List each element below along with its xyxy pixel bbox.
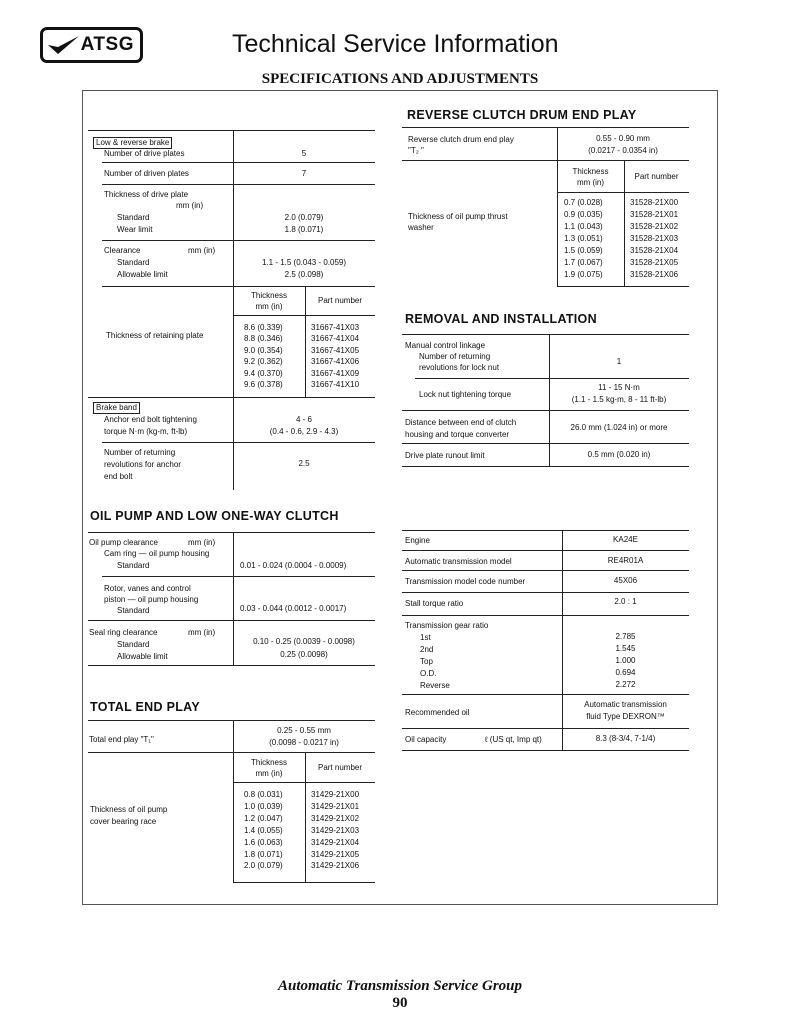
seal-allowable-label: Allowable limit [117, 652, 168, 661]
table-cell: 2.0 (0.079) [244, 861, 283, 870]
code-value: 45X06 [613, 576, 638, 585]
oil-pump-heading: OIL PUMP AND LOW ONE-WAY CLUTCH [90, 509, 339, 523]
drum-end-play-heading: REVERSE CLUTCH DRUM END PLAY [407, 108, 637, 122]
total-end-play-heading: TOTAL END PLAY [90, 700, 201, 714]
table-cell: 31528-21X04 [630, 246, 679, 255]
gear-name: 1st [420, 633, 431, 642]
oil-value-2: fluid Type DEXRON™ [586, 712, 665, 721]
locknut-value-1: 11 - 15 N·m [598, 383, 640, 392]
table-cell: 1.3 (0.051) [564, 234, 603, 243]
table-cell: 31429-21X01 [311, 802, 360, 811]
anchor-label-2: torque N·m (kg-m, ft-lb) [104, 427, 188, 436]
table-cell: 1.4 (0.055) [244, 826, 283, 835]
gear-name: Top [420, 657, 433, 666]
drive-plate-standard-label: Standard [117, 213, 150, 222]
drive-plates-value: 5 [301, 149, 307, 158]
engine-label: Engine [405, 536, 430, 545]
stall-value: 2.0 : 1 [614, 597, 637, 606]
table-cell: 1.6 (0.063) [244, 838, 283, 847]
table-cell: 1.9 (0.075) [564, 270, 603, 279]
returning-label-1: Number of returning [104, 448, 176, 457]
revs-label-2: revolutions for lock nut [419, 363, 500, 372]
gear-name: Reverse [420, 681, 450, 690]
page-number: 90 [392, 995, 408, 1011]
drive-plates-label: Number of drive plates [104, 149, 185, 158]
pump-clearance-unit: mm (in) [188, 538, 216, 547]
revs-label-1: Number of returning [419, 352, 491, 361]
wear-limit-label: Wear limit [117, 225, 153, 234]
capacity-value: 8.3 (8-3/4, 7-1/4) [595, 734, 656, 743]
table-cell: 31429-21X03 [311, 826, 360, 835]
returning-label-3: end bolt [104, 472, 133, 481]
low-reverse-brake-box: Low & reverse brake [93, 137, 172, 149]
brake-band-box: Brake band [93, 402, 140, 414]
clearance-unit: mm (in) [188, 246, 216, 255]
table-cell: 31667-41X03 [311, 323, 360, 332]
table-cell: 31429-21X00 [311, 790, 360, 799]
table-cell: 31667-41X09 [311, 369, 360, 378]
rotor-standard-label: Standard [117, 606, 150, 615]
footer-org: Automatic Transmission Service Group [277, 978, 523, 994]
distance-value: 26.0 mm (1.024 in) or more [570, 423, 668, 432]
table-cell: 9.0 (0.354) [244, 346, 283, 355]
table-cell: 31528-21X03 [630, 234, 679, 243]
runout-label: Drive plate runout limit [405, 451, 485, 460]
drive-plate-standard-value: 2.0 (0.079) [284, 213, 324, 222]
drum-end-play-label-1: Reverse clutch drum end play [408, 135, 514, 144]
clearance-allowable-value: 2.5 (0.098) [284, 270, 324, 279]
engine-value: KA24E [613, 535, 638, 544]
gear-ratio: 2.272 [615, 680, 636, 689]
clearance-allowable-label: Allowable limit [117, 270, 168, 279]
table-cell: 31429-21X06 [311, 861, 360, 870]
code-label: Transmission model code number [405, 577, 526, 586]
locknut-value-2: (1.1 - 1.5 kg-m, 8 - 11 ft-lb) [571, 395, 667, 404]
table-cell: 9.6 (0.378) [244, 380, 283, 389]
drive-plate-thickness-unit: mm (in) [176, 201, 204, 210]
gear-ratio: 1.000 [615, 656, 636, 665]
wear-limit-value: 1.8 (0.071) [284, 225, 324, 234]
cam-ring-label: Cam ring — oil pump housing [104, 549, 210, 558]
distance-label-1: Distance between end of clutch [405, 418, 517, 427]
table-cell: 31528-21X01 [630, 210, 679, 219]
drum-end-play-value-2: (0.0217 - 0.0354 in) [588, 146, 658, 155]
table-cell: 31667-41X06 [311, 357, 360, 366]
stall-label: Stall torque ratio [405, 599, 464, 608]
table-cell: 31528-21X05 [630, 258, 679, 267]
capacity-label: Oil capacity [405, 735, 447, 744]
table-cell: 0.8 (0.031) [244, 790, 283, 799]
removal-heading: REMOVAL AND INSTALLATION [405, 312, 597, 326]
table-cell: 1.5 (0.059) [564, 246, 603, 255]
rotor-label-2: piston — oil pump housing [104, 595, 199, 604]
distance-label-2: housing and torque converter [405, 430, 510, 439]
table-cell: 31429-21X02 [311, 814, 360, 823]
table-cell: 0.9 (0.035) [564, 210, 603, 219]
model-value: RE4R01A [607, 556, 644, 565]
cam-standard-label: Standard [117, 561, 150, 570]
seal-ring-unit: mm (in) [188, 628, 216, 637]
drive-plate-thickness-label: Thickness of drive plate [104, 190, 189, 199]
model-label: Automatic transmission model [405, 557, 512, 566]
seal-standard-value: 0.10 - 0.25 (0.0039 - 0.0098) [253, 637, 355, 646]
table-cell: 31429-21X04 [311, 838, 360, 847]
retaining-col-part: Part number [317, 296, 363, 305]
revs-value: 1 [616, 357, 622, 366]
table-cell: 8.8 (0.346) [244, 334, 283, 343]
page-subtitle: SPECIFICATIONS AND ADJUSTMENTS [261, 71, 539, 87]
washer-col-unit: mm (in) [576, 178, 605, 187]
table-cell: 1.7 (0.067) [564, 258, 603, 267]
seal-ring-label: Seal ring clearance [89, 628, 158, 637]
table-cell: 1.2 (0.047) [244, 814, 283, 823]
table-cell: 0.7 (0.028) [564, 198, 603, 207]
pump-clearance-label: Oil pump clearance [89, 538, 158, 547]
table-cell: 8.6 (0.339) [244, 323, 283, 332]
table-cell: 31528-21X02 [630, 222, 679, 231]
retaining-col-unit: mm (in) [255, 302, 283, 311]
oil-label: Recommended oil [405, 708, 470, 717]
linkage-label: Manual control linkage [405, 341, 486, 350]
race-col-part: Part number [317, 763, 363, 772]
driven-plates-label: Number of driven plates [104, 169, 189, 178]
gear-name: 2nd [420, 645, 434, 654]
retaining-col-thickness: Thickness [250, 291, 287, 300]
washer-col-part: Part number [634, 172, 679, 181]
clearance-label: Clearance [104, 246, 141, 255]
anchor-value-1: 4 - 6 [295, 415, 312, 424]
returning-label-2: revolutions for anchor [104, 460, 181, 469]
oil-value-1: Automatic transmission [584, 700, 667, 709]
table-cell: 9.2 (0.362) [244, 357, 283, 366]
capacity-unit: ℓ (US qt, Imp qt) [485, 735, 542, 744]
washer-label-2: washer [408, 223, 434, 232]
gear-ratio-label: Transmission gear ratio [405, 621, 489, 630]
total-end-play-value-2: (0.0098 - 0.0217 in) [269, 738, 339, 747]
rotor-label-1: Rotor, vanes and control [104, 584, 191, 593]
gear-ratio: 2.785 [615, 632, 636, 641]
table-cell: 9.4 (0.370) [244, 369, 283, 378]
table-cell: 31429-21X05 [311, 850, 360, 859]
table-cell: 31528-21X00 [630, 198, 679, 207]
total-end-play-label: Total end play "T₁" [89, 735, 154, 744]
anchor-value-2: (0.4 - 0.6, 2.9 - 4.3) [269, 427, 339, 436]
page-title: Technical Service Information [232, 30, 559, 58]
race-col-thickness: Thickness [250, 758, 287, 767]
returning-value: 2.5 [298, 459, 310, 468]
table-cell: 31667-41X05 [311, 346, 360, 355]
race-col-unit: mm (in) [255, 769, 283, 778]
locknut-label: Lock nut tightening torque [419, 390, 512, 399]
table-cell: 31528-21X06 [630, 270, 679, 279]
drum-end-play-label-2: "T₂ " [408, 146, 424, 155]
race-label-2: cover bearing race [90, 817, 157, 826]
table-cell: 1.1 (0.043) [564, 222, 603, 231]
clearance-standard-label: Standard [117, 258, 150, 267]
gear-name: O.D. [420, 669, 437, 678]
table-cell: 31667-41X04 [311, 334, 360, 343]
retaining-plate-label: Thickness of retaining plate [106, 331, 204, 340]
total-end-play-value-1: 0.25 - 0.55 mm [277, 726, 331, 735]
gear-ratio: 0.694 [615, 668, 636, 677]
driven-plates-value: 7 [301, 169, 307, 178]
washer-col-thickness: Thickness [572, 167, 609, 176]
table-cell: 31667-41X10 [311, 380, 360, 389]
anchor-label-1: Anchor end bolt tightening [104, 415, 197, 424]
washer-label-1: Thickness of oil pump thrust [408, 212, 508, 221]
drum-end-play-value-1: 0.55 - 0.90 mm [596, 134, 650, 143]
table-cell: 1.0 (0.039) [244, 802, 283, 811]
seal-allowable-value: 0.25 (0.0098) [280, 650, 328, 659]
runout-value: 0.5 mm (0.020 in) [587, 450, 651, 459]
rotor-standard-value: 0.03 - 0.044 (0.0012 - 0.0017) [240, 604, 347, 613]
clearance-standard-value: 1.1 - 1.5 (0.043 - 0.059) [261, 258, 347, 267]
race-label-1: Thickness of oil pump [90, 805, 168, 814]
logo-text: ATSG [80, 34, 134, 55]
seal-standard-label: Standard [117, 640, 150, 649]
gear-ratio: 1.545 [615, 644, 636, 653]
cam-standard-value: 0.01 - 0.024 (0.0004 - 0.0009) [240, 561, 347, 570]
table-cell: 1.8 (0.071) [244, 850, 283, 859]
